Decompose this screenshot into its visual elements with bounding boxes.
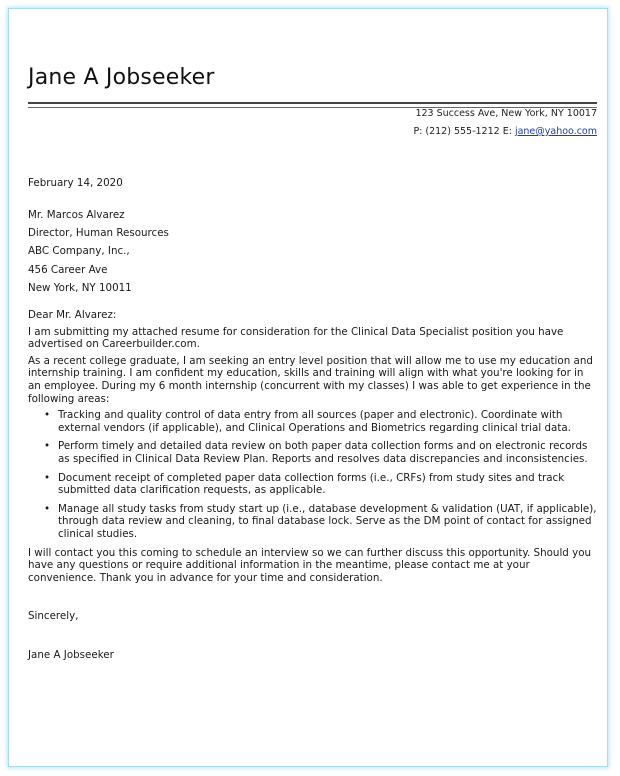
header-rule-thick <box>28 102 597 104</box>
list-item: • Manage all study tasks from study start up (i.e., database development & validation (UAT, if applicable), through data review and cleaning, to final database lock. Serve as the DM point of contact for assigned clinical studies. <box>58 503 598 541</box>
signature-name: Jane A Jobseeker <box>28 648 114 661</box>
letter-page <box>9 9 607 766</box>
recipient-street: 456 Career Ave <box>28 263 108 276</box>
letter-date: February 14, 2020 <box>28 177 123 189</box>
recipient-city: New York, NY 10011 <box>28 281 132 294</box>
salutation: Dear Mr. Alvarez: <box>28 309 117 322</box>
paragraph-experience: As a recent college graduate, I am seeking an entry level position that will allow me to use my education and internship training. I am confident my education, skills and training will align with what you're looking for in an employee. During my 6 month internship (concurrent with my classes) I was able to get experience in the following areas: <box>28 354 593 405</box>
phone-email-line <box>413 123 597 141</box>
paragraph-intro: I am submitting my attached resume for consideration for the Clinical Data Specialist position you have advertised on Careerbuilder.com. <box>28 325 564 351</box>
experience-list <box>28 409 598 540</box>
email-link[interactable]: jane@yahoo.com <box>514 126 597 137</box>
closing: Sincerely, <box>28 610 79 623</box>
list-item: • Document receipt of completed paper data collection forms (i.e., CRFs) from study sites and track submitted data clarification requests, as applicable. <box>58 472 598 497</box>
paragraph-closing: I will contact you this coming to schedule an interview so we can further discuss this opportunity. Should you have any questions or require additional information in the meantime, please contact me at your convenience. Thank you in advance for your time and consideration. <box>28 546 592 584</box>
recipient-address <box>28 206 598 297</box>
contact-info <box>413 105 597 141</box>
list-item: • Tracking and quality control of data entry from all sources (paper and electronic). Coordinate with external vendors (if applicable), and Clinical Operations and Biometrics regarding clinical trial data. <box>58 409 598 434</box>
recipient-title: Director, Human Resources <box>28 227 169 240</box>
letter-body <box>28 174 598 661</box>
applicant-name: Jane A Jobseeker <box>28 65 215 90</box>
list-item: • Perform timely and detailed data review on both paper data collection forms and on electronic records as specified in Clinical Data Review Plan. Reports and resolves data discrepancies and inconsistencies. <box>58 440 598 465</box>
address-line: 123 Success Ave, New York, NY 10017 <box>415 108 597 119</box>
recipient-company: ABC Company, Inc., <box>28 245 130 258</box>
recipient-name: Mr. Marcos Alvarez <box>28 209 125 221</box>
phone-label: P: (212) 555-1212 E: <box>413 126 515 137</box>
